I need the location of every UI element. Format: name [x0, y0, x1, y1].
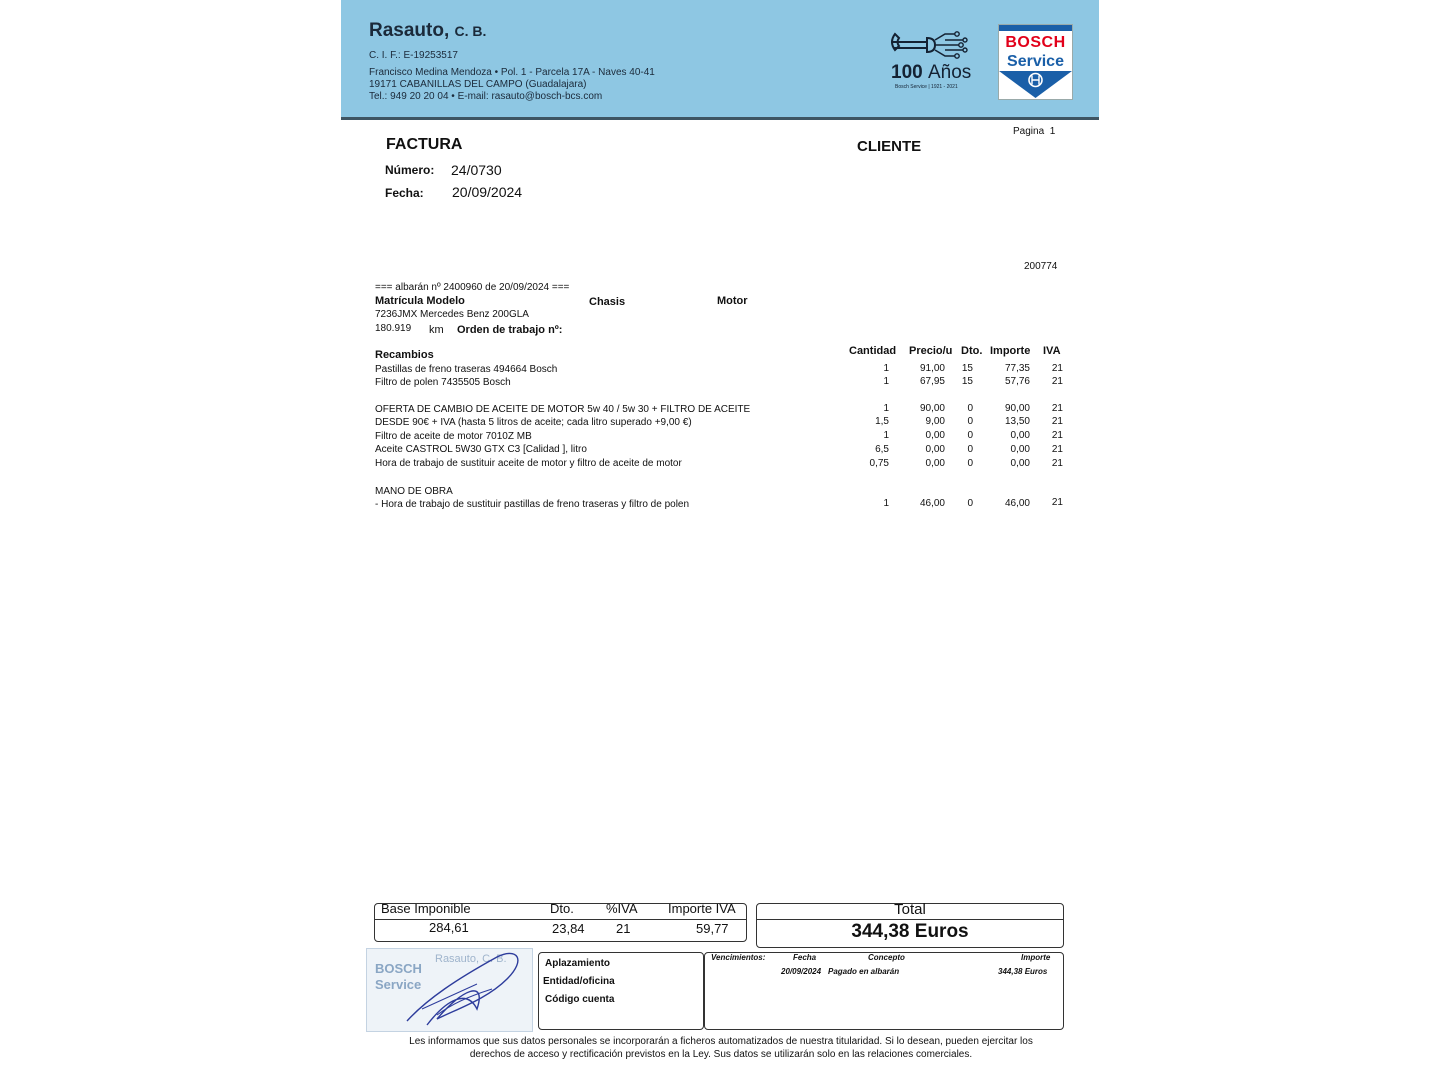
row-description: Aceite CASTROL 5W30 GTX C3 [Calidad ], litro — [375, 444, 587, 455]
row-unit-price: 9,00 — [925, 416, 945, 427]
row-amount: 0,00 — [1010, 430, 1030, 441]
row-quantity: 1 — [883, 430, 889, 441]
row-unit-price: 0,00 — [925, 430, 945, 441]
due-date-header: Fecha — [793, 953, 817, 962]
row-amount: 13,50 — [1004, 416, 1030, 427]
row-description: Filtro de aceite de motor 7010Z MB — [375, 431, 532, 442]
row-quantity: 1 — [883, 498, 889, 509]
row-description: - Hora de trabajo de sustituir pastillas de freno traseras y filtro de polen — [375, 499, 690, 510]
vat-amount-label: Importe IVA — [668, 901, 736, 916]
row-amount: 57,76 — [1004, 376, 1030, 387]
privacy-note-line2: derechos de acceso y rectificación previstos en la Ley. Sus datos se utilizarán solo en las relaciones comerciales. — [469, 1049, 973, 1060]
row-description: Filtro de polen 7435505 Bosch — [375, 377, 511, 388]
row-vat: 21 — [1051, 403, 1063, 414]
account-code-label: Código cuenta — [545, 994, 615, 1005]
row-quantity: 1,5 — [875, 416, 889, 427]
vat-amount-value: 59,77 — [696, 921, 729, 936]
labour-section-label: MANO DE OBRA — [375, 486, 453, 497]
row-vat: 21 — [1051, 430, 1063, 441]
stamp-bosch-word: BOSCH — [375, 961, 422, 976]
col-header-amount: Importe — [990, 345, 1031, 357]
row-amount: 90,00 — [1004, 403, 1030, 414]
deferral-label: Aplazamiento — [545, 958, 611, 969]
bank-branch-label: Entidad/oficina — [543, 976, 615, 987]
invoice-page — [341, 0, 1099, 1080]
page-indicator — [1013, 126, 1055, 137]
row-quantity: 0,75 — [869, 458, 889, 469]
plate-model: 7236JMX Mercedes Benz 200GLA — [375, 309, 529, 320]
row-discount: 0 — [967, 458, 973, 469]
row-unit-price: 67,95 — [919, 376, 945, 387]
bosch-service-logo — [998, 24, 1073, 100]
due-dates-box — [704, 952, 1064, 1030]
total-box — [756, 903, 1064, 948]
client-label: CLIENTE — [857, 138, 922, 155]
client-code: 200774 — [1024, 261, 1058, 272]
work-order-label: Orden de trabajo nº: — [457, 324, 563, 336]
albaran-line: === albarán nº 2400960 de 20/09/2024 === — [375, 282, 570, 293]
amount-header: Importe — [1021, 953, 1051, 962]
km-label: km — [429, 324, 444, 336]
invoice-header — [341, 0, 1099, 120]
tax-base-label: Base Imponible — [381, 901, 471, 916]
row-discount: 0 — [967, 403, 973, 414]
wrench-circuit-icon — [889, 28, 981, 64]
row-discount: 0 — [967, 498, 973, 509]
row-description: Pastillas de freno traseras 494664 Bosch — [375, 364, 558, 375]
row-description: DESDE 90€ + IVA (hasta 5 litros de aceite; cada litro superado +9,00 €) — [375, 417, 692, 428]
row-vat: 21 — [1051, 444, 1063, 455]
row-unit-price: 91,00 — [919, 363, 945, 374]
row-vat: 21 — [1051, 376, 1063, 387]
invoice-title: FACTURA — [386, 136, 463, 153]
company-cif: C. I. F.: E-19253517 — [369, 50, 458, 61]
logo-stripe — [999, 25, 1072, 31]
total-value: 344,38 Euros — [851, 921, 969, 942]
col-header-discount: Dto. — [961, 345, 983, 357]
company-contact: Tel.: 949 20 20 04 • E-mail: rasauto@bosch-bcs.com — [369, 91, 603, 102]
vat-rate-value: 21 — [616, 921, 631, 936]
row-amount: 0,00 — [1010, 444, 1030, 455]
row-discount: 0 — [967, 416, 973, 427]
col-header-quantity: Cantidad — [849, 345, 897, 357]
km-value: 180.919 — [375, 323, 412, 334]
invoice-number: 24/0730 — [451, 162, 502, 178]
total-divider — [757, 919, 1063, 920]
row-amount: 46,00 — [1004, 498, 1030, 509]
row-quantity: 6,5 — [875, 444, 889, 455]
engine-label: Motor — [717, 295, 748, 307]
company-address-line2: 19171 CABANILLAS DEL CAMPO (Guadalajara) — [369, 79, 587, 90]
total-label: Total — [894, 901, 926, 918]
row-vat: 21 — [1051, 416, 1063, 427]
company-address-line1: Francisco Medina Mendoza • Pol. 1 - Parcela 17A - Naves 40-41 — [369, 67, 655, 78]
company-stamp — [366, 948, 533, 1032]
invoice-date-label: Fecha: — [385, 186, 424, 200]
parts-section-label: Recambios — [375, 349, 434, 361]
tax-base-value: 284,61 — [429, 920, 469, 935]
concept-header: Concepto — [868, 953, 905, 962]
plate-model-label: Matrícula Modelo — [375, 295, 465, 307]
row-amount: 77,35 — [1004, 363, 1030, 374]
row-discount: 0 — [967, 444, 973, 455]
due-dates-label: Vencimientos: — [711, 953, 766, 962]
row-description: OFERTA DE CAMBIO DE ACEITE DE MOTOR 5w 40 / 5w 30 + FILTRO DE ACEITE — [375, 404, 751, 415]
row-amount: 0,00 — [1010, 458, 1030, 469]
row-discount: 0 — [967, 430, 973, 441]
row-quantity: 1 — [883, 403, 889, 414]
row-vat: 21 — [1051, 497, 1063, 508]
row-discount: 15 — [961, 376, 973, 387]
signature-scribble-icon — [367, 949, 532, 1031]
invoice-number-label: Número: — [385, 163, 435, 177]
concept-value: Pagado en albarán — [828, 967, 900, 976]
bosch-armature-icon — [999, 71, 1072, 99]
anniversary-logo — [889, 28, 981, 92]
company-suffix: C. B. — [454, 23, 487, 39]
privacy-note-line1: Les informamos que sus datos personales se incorporarán a ficheros automatizados de nuestra titularidad. Si lo desean, pueden ejercitar los — [409, 1036, 1033, 1047]
row-unit-price: 0,00 — [925, 458, 945, 469]
row-unit-price: 46,00 — [919, 498, 945, 509]
page-label: Pagina — [1013, 126, 1045, 137]
anniversary-text: 100 Años — [891, 62, 972, 83]
page-number: 1 — [1049, 126, 1056, 137]
row-vat: 21 — [1051, 458, 1063, 469]
chassis-label: Chasis — [589, 296, 626, 308]
due-amount-value: 344,38 Euros — [998, 967, 1048, 976]
due-date-value: 20/09/2024 — [781, 967, 822, 976]
row-vat: 21 — [1051, 363, 1063, 374]
row-discount: 15 — [961, 363, 973, 374]
stamp-company-name: Rasauto, C. B. — [435, 953, 507, 965]
col-header-unit-price: Precio/u — [909, 345, 953, 357]
row-description: Hora de trabajo de sustituir aceite de motor y filtro de aceite de motor — [375, 458, 682, 469]
invoice-date: 20/09/2024 — [452, 184, 523, 200]
company-name — [369, 20, 486, 42]
row-unit-price: 0,00 — [925, 444, 945, 455]
row-quantity: 1 — [883, 376, 889, 387]
company-name-text: Rasauto, — [369, 20, 450, 41]
row-unit-price: 90,00 — [919, 403, 945, 414]
anniversary-caption: Bosch Service | 1921 - 2021 — [895, 84, 958, 90]
payment-method-box — [538, 952, 704, 1030]
tax-discount-label: Dto. — [550, 901, 574, 916]
tax-discount-value: 23,84 — [552, 921, 585, 936]
bosch-wordmark: BOSCH — [1005, 34, 1066, 51]
col-header-vat: IVA — [1043, 345, 1061, 357]
row-quantity: 1 — [883, 363, 889, 374]
service-wordmark: Service — [1007, 53, 1064, 70]
stamp-service-word: Service — [375, 977, 422, 992]
vat-rate-label: %IVA — [606, 901, 638, 916]
